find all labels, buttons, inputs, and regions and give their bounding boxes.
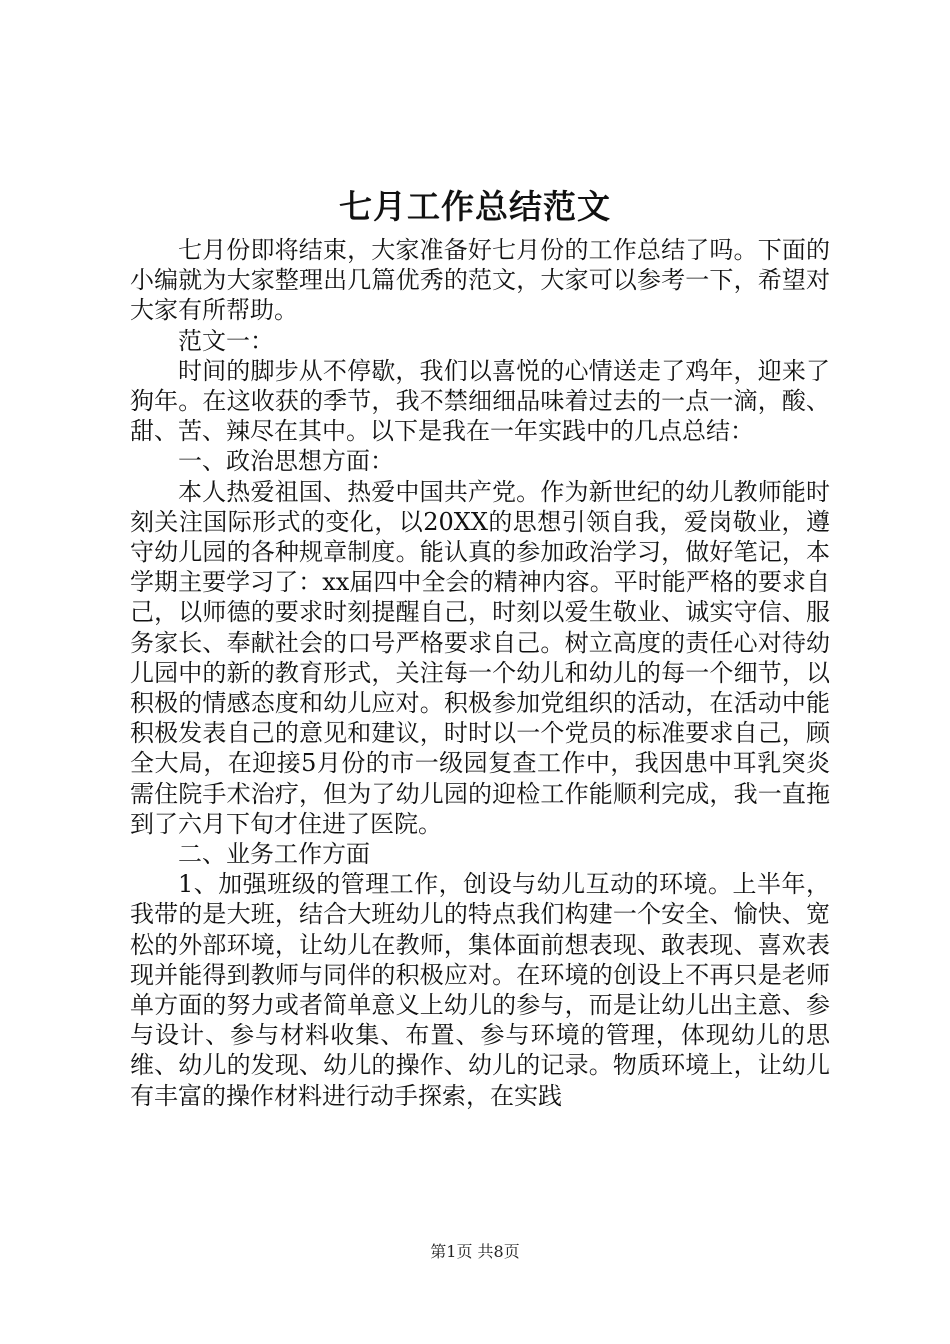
paragraph-intro: 七月份即将结束，大家准备好七月份的工作总结了吗。下面的小编就为大家整理出几篇优秀的范文，大家可以参考一下，希望对大家有所帮助。 — [130, 236, 830, 325]
section-heading-work: 二、业务工作方面 — [178, 840, 370, 869]
page-footer: 第1页 共8页 — [430, 1242, 520, 1261]
document-body — [130, 235, 830, 1111]
document-title: 七月工作总结范文 — [339, 187, 611, 226]
paragraph-political: 本人热爱祖国、热爱中国共产党。作为新世纪的幼儿教师能时刻关注国际形式的变化，以20XX的思想引领自我，爱岗敬业，遵守幼儿园的各种规章制度。能认真的参加政治学习，做好笔记，本学期主要学习了：xx届四中全会的精神内容。平时能严格的要求自己，以师德的要求时刻提醒自己，时刻以爱生敬业、诚实守信、服务家长、奉献社会的口号严格要求自己。树立高度的责任心对待幼儿园中的新的教育形式，关注每一个幼儿和幼儿的每一个细节，以积极的情感态度和幼儿应对。积极参加党组织的活动，在活动中能积极发表自己的意见和建议，时时以一个党员的标准要求自己，顾全大局，在迎接5月份的市一级园复查工作中，我因患中耳乳突炎需住院手术治疗，但为了幼儿园的迎检工作能顺利完成，我一直拖到了六月下旬才住进了医院。 — [130, 477, 830, 838]
paragraph-work-1: 1、加强班级的管理工作，创设与幼儿互动的环境。上半年，我带的是大班，结合大班幼儿的特点我们构建一个安全、愉快、宽松的外部环境，让幼儿在教师，集体面前想表现、敢表现、喜欢表现并能得到教师与同伴的积极应对。在环境的创设上不再只是老师单方面的努力或者简单意义上幼儿的参与，而是让幼儿出主意、参与设计、参与材料收集、布置、参与环境的管理，体现幼儿的思维、幼儿的发现、幼儿的操作、幼儿的记录。物质环境上，让幼儿有丰富的操作材料进行动手探索，在实践 — [130, 870, 830, 1110]
section-heading-political: 一、政治思想方面： — [178, 447, 394, 476]
paragraph-sample-heading: 范文一： — [178, 326, 274, 355]
paragraph-opening: 时间的脚步从不停歇，我们以喜悦的心情送走了鸡年，迎来了狗年。在这收获的季节，我不禁细细品味着过去的一点一滴，酸、甜、苦、辣尽在其中。以下是我在一年实践中的几点总结： — [130, 356, 830, 446]
